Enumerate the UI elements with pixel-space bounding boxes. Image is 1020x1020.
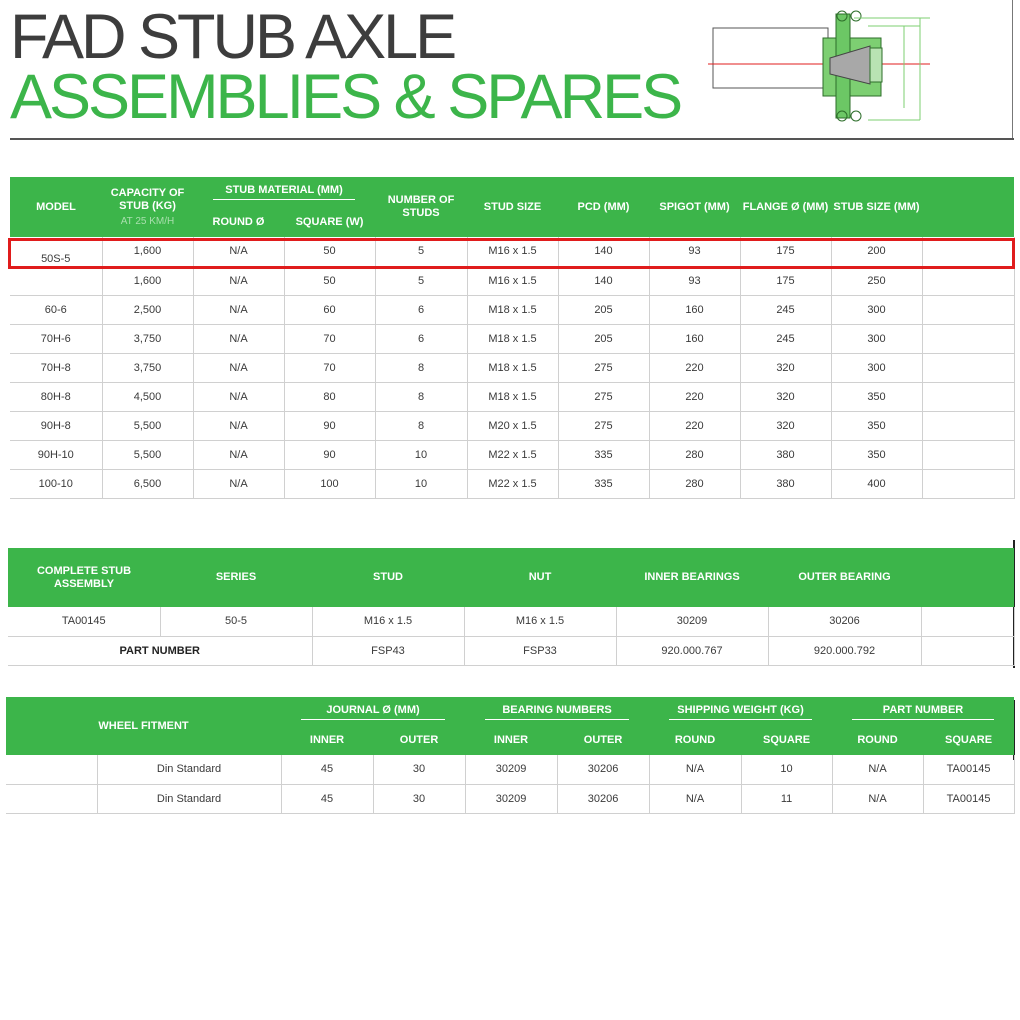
cell-r2-1: FSP33 (464, 636, 616, 665)
cell-stub-size: 300 (831, 353, 922, 382)
cell-7: 11 (741, 784, 832, 813)
col-header-wheel-fitment: WHEEL FITMENT (6, 697, 281, 755)
col-subheader-1: OUTER (373, 726, 465, 755)
col-header-bearing-numbers (465, 697, 649, 726)
col-header-3: NUT (464, 548, 616, 607)
cell-stud-size: M18 x 1.5 (467, 295, 558, 324)
cell-6: N/A (649, 784, 741, 813)
cell-stub-size: 200 (831, 237, 922, 266)
cell-flange: 320 (740, 411, 831, 440)
header-underline (485, 719, 629, 720)
cell-r2-2: 920.000.767 (616, 636, 768, 665)
cell-stud-size: M22 x 1.5 (467, 440, 558, 469)
cell-square: 60 (284, 295, 375, 324)
cell-flange: 245 (740, 295, 831, 324)
cell-pcd: 335 (558, 469, 649, 498)
cell-2: 45 (281, 784, 373, 813)
cell-model: 70H-6 (10, 324, 102, 353)
cell-model: 50S-5 (10, 237, 102, 295)
col-header-flange: FLANGE Ø (MM) (740, 177, 831, 237)
cell-stub-size: 350 (831, 382, 922, 411)
header-underline (213, 199, 355, 200)
cell-model: 90H-8 (10, 411, 102, 440)
table-row (10, 324, 1014, 353)
cell-0 (6, 784, 97, 813)
stub-axle-diagram (708, 8, 936, 124)
cell-flange: 380 (740, 469, 831, 498)
col-subheader-0: INNER (281, 726, 373, 755)
cell-round: N/A (193, 440, 284, 469)
cell-pcd: 205 (558, 295, 649, 324)
cell-pcd: 335 (558, 440, 649, 469)
cell-5: 30206 (557, 755, 649, 784)
cell-6: N/A (649, 755, 741, 784)
cell-spigot: 220 (649, 411, 740, 440)
cell-pcd: 140 (558, 237, 649, 266)
cell-studs: 5 (375, 237, 467, 266)
cell-flange: 320 (740, 382, 831, 411)
cell-studs: 8 (375, 353, 467, 382)
cell-round: N/A (193, 237, 284, 266)
table-row (10, 469, 1014, 498)
cell-capacity: 5,500 (102, 440, 193, 469)
cell-9: TA00145 (923, 755, 1014, 784)
cell-r1-3: M16 x 1.5 (464, 607, 616, 636)
cell-5: 30206 (557, 784, 649, 813)
cell-round: N/A (193, 324, 284, 353)
bearing-numbers-label: BEARING NUMBERS (502, 703, 612, 716)
cell-9: TA00145 (923, 784, 1014, 813)
cell-stub-size: 250 (831, 266, 922, 295)
col-header-studs: NUMBER OF STUDS (375, 177, 467, 237)
col-header-stub-material (193, 177, 375, 207)
cell-model: 70H-8 (10, 353, 102, 382)
cell-8: N/A (832, 784, 923, 813)
table-row (6, 784, 1014, 813)
col-header-stub-size: STUB SIZE (MM) (831, 177, 922, 237)
header-underline (669, 719, 812, 720)
highlighted-row-box (8, 238, 1015, 269)
cell-stud-size: M16 x 1.5 (467, 237, 558, 266)
shipping-weight-label: SHIPPING WEIGHT (KG) (677, 703, 804, 716)
cell-round: N/A (193, 469, 284, 498)
cell-square: 90 (284, 411, 375, 440)
cell-empty (922, 411, 1014, 440)
cell-flange: 175 (740, 237, 831, 266)
cell-r1-2: M16 x 1.5 (312, 607, 464, 636)
cell-square: 90 (284, 440, 375, 469)
cell-empty (922, 324, 1014, 353)
page-title-line1: FAD STUB AXLE (10, 2, 455, 72)
cell-capacity: 2,500 (102, 295, 193, 324)
cell-model: 100-10 (10, 469, 102, 498)
col-header-journal (281, 697, 465, 726)
col-header-capacity (102, 177, 193, 237)
cell-pcd: 140 (558, 266, 649, 295)
cell-1: Din Standard (97, 755, 281, 784)
header-underline (301, 719, 445, 720)
cell-pcd: 275 (558, 353, 649, 382)
col-header-2: STUD (312, 548, 464, 607)
cell-studs: 10 (375, 469, 467, 498)
cell-spigot: 160 (649, 295, 740, 324)
cell-r1-6 (921, 607, 1014, 636)
cell-r2-0: FSP43 (312, 636, 464, 665)
cell-model: 90H-10 (10, 440, 102, 469)
cell-empty (922, 440, 1014, 469)
capacity-sublabel: AT 25 KM/H (120, 215, 175, 227)
cell-spigot: 280 (649, 440, 740, 469)
cell-stud-size: M18 x 1.5 (467, 382, 558, 411)
cell-stud-size: M18 x 1.5 (467, 324, 558, 353)
cell-round: N/A (193, 353, 284, 382)
cell-model: 60-6 (10, 295, 102, 324)
col-header-spigot: SPIGOT (MM) (649, 177, 740, 237)
cell-r1-5: 30206 (768, 607, 921, 636)
table-row (10, 411, 1014, 440)
cell-r2-3: 920.000.792 (768, 636, 921, 665)
cell-empty (922, 469, 1014, 498)
col-subheader-5: SQUARE (741, 726, 832, 755)
cell-empty (922, 295, 1014, 324)
cell-capacity: 4,500 (102, 382, 193, 411)
header-right-rule (1012, 0, 1013, 140)
cell-4: 30209 (465, 784, 557, 813)
col-header-5: OUTER BEARING (768, 548, 921, 607)
cell-flange: 380 (740, 440, 831, 469)
complete-stub-assembly-table (8, 548, 1015, 666)
journal-label: JOURNAL Ø (MM) (326, 703, 420, 716)
wheel-fitment-table (6, 697, 1015, 814)
cell-round: N/A (193, 411, 284, 440)
col-subheader-4: ROUND (649, 726, 741, 755)
cell-capacity: 5,500 (102, 411, 193, 440)
col-header-model: MODEL (10, 177, 102, 237)
table-row (10, 440, 1014, 469)
cell-model: 80H-8 (10, 382, 102, 411)
col-header-square: SQUARE (W) (284, 207, 375, 237)
col-subheader-7: SQUARE (923, 726, 1014, 755)
cell-pcd: 275 (558, 411, 649, 440)
cell-studs: 6 (375, 324, 467, 353)
cell-round: N/A (193, 295, 284, 324)
cell-capacity: 1,600 (102, 266, 193, 295)
cell-stub-size: 300 (831, 295, 922, 324)
cell-studs: 6 (375, 295, 467, 324)
cell-capacity: 3,750 (102, 353, 193, 382)
cell-spigot: 160 (649, 324, 740, 353)
cell-square: 100 (284, 469, 375, 498)
col-subheader-2: INNER (465, 726, 557, 755)
col-header-round: ROUND Ø (193, 207, 284, 237)
col-header-stud-size: STUD SIZE (467, 177, 558, 237)
cell-round: N/A (193, 382, 284, 411)
cell-3: 30 (373, 784, 465, 813)
cell-stub-size: 350 (831, 440, 922, 469)
cell-spigot: 93 (649, 237, 740, 266)
cell-studs: 10 (375, 440, 467, 469)
cell-pcd: 205 (558, 324, 649, 353)
cell-spigot: 280 (649, 469, 740, 498)
cell-flange: 320 (740, 353, 831, 382)
cell-square: 70 (284, 353, 375, 382)
table-row (6, 755, 1014, 784)
cell-stud-size: M18 x 1.5 (467, 353, 558, 382)
cell-empty (922, 266, 1014, 295)
col-header-empty (922, 177, 1014, 237)
cell-2: 45 (281, 755, 373, 784)
cell-empty (922, 353, 1014, 382)
col-header-0: COMPLETE STUB ASSEMBLY (8, 548, 160, 607)
part-number-label: PART NUMBER (8, 636, 312, 665)
stub-axle-spec-table (10, 177, 1015, 499)
cell-stud-size: M22 x 1.5 (467, 469, 558, 498)
page-title-line2: ASSEMBLIES & SPARES (10, 62, 681, 132)
col-subheader-3: OUTER (557, 726, 649, 755)
col-header-shipping-weight (649, 697, 832, 726)
cell-stub-size: 350 (831, 411, 922, 440)
cell-capacity: 6,500 (102, 469, 193, 498)
header-underline (852, 719, 994, 720)
cell-4: 30209 (465, 755, 557, 784)
part-number-group-label: PART NUMBER (882, 703, 964, 716)
cell-studs: 8 (375, 411, 467, 440)
table-row (10, 353, 1014, 382)
cell-capacity: 1,600 (102, 237, 193, 266)
cell-pcd: 275 (558, 382, 649, 411)
capacity-label: CAPACITY OF STUB (KG) (110, 186, 185, 212)
col-subheader-6: ROUND (832, 726, 923, 755)
cell-0 (6, 755, 97, 784)
col-header-1: SERIES (160, 548, 312, 607)
cell-r1-4: 30209 (616, 607, 768, 636)
cell-r1-0: TA00145 (8, 607, 160, 636)
cell-square: 70 (284, 324, 375, 353)
header-divider (10, 138, 1014, 140)
cell-square: 80 (284, 382, 375, 411)
cell-capacity: 3,750 (102, 324, 193, 353)
cell-spigot: 220 (649, 382, 740, 411)
cell-square: 50 (284, 237, 375, 266)
cell-spigot: 93 (649, 266, 740, 295)
cell-square: 50 (284, 266, 375, 295)
table-row (10, 295, 1014, 324)
cell-flange: 245 (740, 324, 831, 353)
cell-3: 30 (373, 755, 465, 784)
cell-8: N/A (832, 755, 923, 784)
cell-round: N/A (193, 266, 284, 295)
table-row (10, 382, 1014, 411)
cell-7: 10 (741, 755, 832, 784)
col-header-part-number (832, 697, 1014, 726)
cell-r1-1: 50-5 (160, 607, 312, 636)
col-header-4: INNER BEARINGS (616, 548, 768, 607)
cell-1: Din Standard (97, 784, 281, 813)
cell-empty (922, 382, 1014, 411)
table-row (10, 266, 1014, 295)
cell-stud-size: M20 x 1.5 (467, 411, 558, 440)
cell-flange: 175 (740, 266, 831, 295)
cell-r2-4 (921, 636, 1014, 665)
cell-studs: 8 (375, 382, 467, 411)
col-header-pcd: PCD (MM) (558, 177, 649, 237)
stub-material-label: STUB MATERIAL (MM) (225, 184, 343, 196)
cell-stud-size: M16 x 1.5 (467, 266, 558, 295)
cell-stub-size: 300 (831, 324, 922, 353)
col-header-6 (921, 548, 1014, 607)
cell-studs: 5 (375, 266, 467, 295)
cell-stub-size: 400 (831, 469, 922, 498)
cell-spigot: 220 (649, 353, 740, 382)
